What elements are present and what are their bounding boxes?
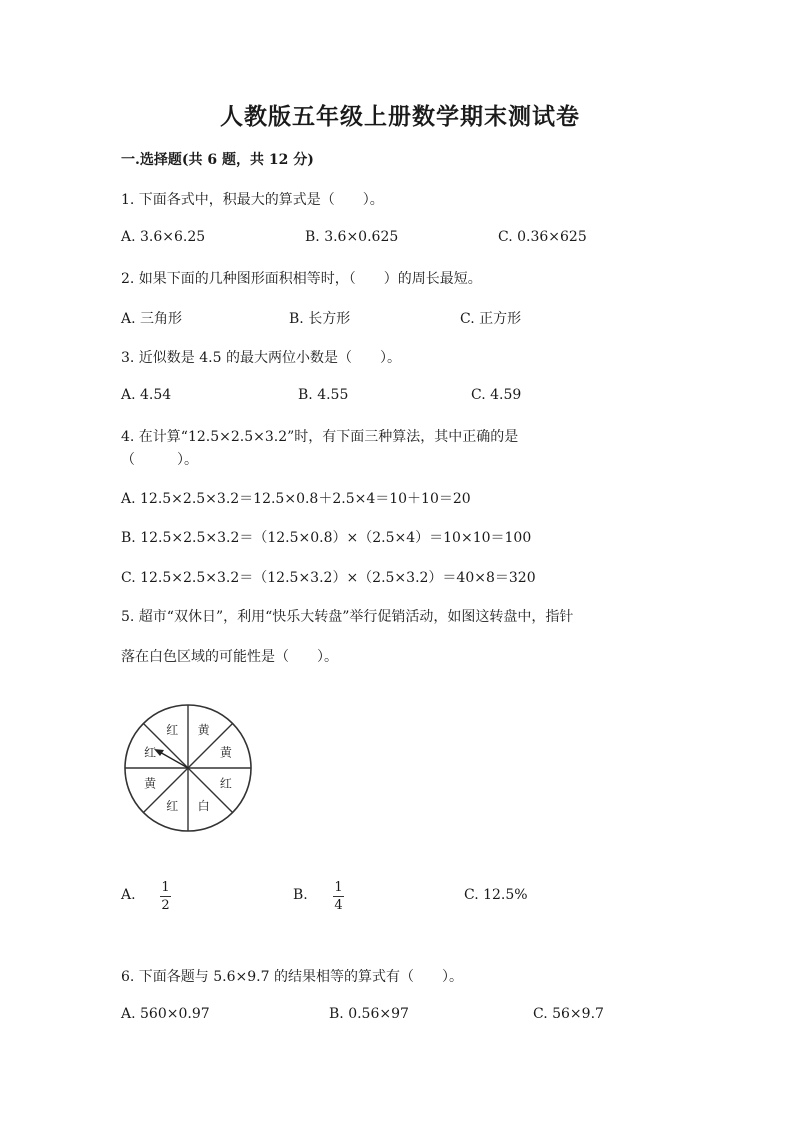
spinner-sector-label: 红 [166, 723, 179, 738]
fraction-numerator: 1 [161, 880, 170, 895]
question-5-stem-line-2: 落在白色区域的可能性是（ ）。 [121, 649, 338, 665]
question-1-stem: 1. 下面各式中，积最大的算式是（ ）。 [121, 192, 384, 208]
question-1-option-c: C. 0.36×625 [498, 229, 587, 245]
question-2-option-b: B. 长方形 [289, 311, 351, 327]
fraction-denominator: 2 [161, 898, 170, 913]
question-4-option-b: B. 12.5×2.5×3.2＝（12.5×0.8）×（2.5×4）＝10×10＝100 [121, 530, 532, 546]
question-4-stem-line-2: （ ）。 [121, 452, 198, 468]
question-5-option-c: C. 12.5% [464, 887, 528, 903]
question-2-option-c: C. 正方形 [460, 311, 522, 327]
question-6-option-a: A. 560×0.97 [121, 1006, 210, 1022]
question-5-option-b-fraction [333, 880, 344, 913]
spinner-sector-label: 黄 [219, 745, 232, 760]
question-5-option-a-label: A. [121, 887, 136, 903]
question-3-option-c: C. 4.59 [471, 387, 522, 403]
fraction-denominator: 4 [334, 898, 343, 913]
spinner-sector-label: 黄 [197, 723, 210, 738]
section-heading: 一.选择题(共 6 题，共 12 分) [121, 152, 314, 168]
question-5-option-b-label: B. [293, 887, 308, 903]
question-6-option-c: C. 56×9.7 [533, 1006, 604, 1022]
question-6-option-b: B. 0.56×97 [329, 1006, 409, 1022]
question-4-option-a: A. 12.5×2.5×3.2＝12.5×0.8＋2.5×4＝10＋10＝20 [121, 491, 471, 507]
question-2-option-a: A. 三角形 [121, 311, 183, 327]
question-1-option-a: A. 3.6×6.25 [121, 229, 206, 245]
question-5-stem-line-1: 5. 超市“双休日”，利用“快乐大转盘”举行促销活动，如图这转盘中，指针 [121, 609, 574, 625]
question-3-stem: 3. 近似数是 4.5 的最大两位小数是（ ）。 [121, 350, 401, 366]
question-6-stem: 6. 下面各题与 5.6×9.7 的结果相等的算式有（ ）。 [121, 969, 463, 985]
spinner-sector-label: 黄 [144, 776, 157, 791]
question-3-option-a: A. 4.54 [121, 387, 172, 403]
fraction-numerator: 1 [334, 880, 343, 895]
question-4-option-c: C. 12.5×2.5×3.2＝（12.5×3.2）×（2.5×3.2）＝40×8＝320 [121, 570, 536, 586]
fraction-bar [333, 896, 344, 897]
question-1-option-b: B. 3.6×0.625 [305, 229, 399, 245]
spinner-wheel [120, 700, 256, 836]
spinner-sector-label: 红 [144, 745, 157, 760]
page-title: 人教版五年级上册数学期末测试卷 [220, 103, 580, 130]
spinner-sector-label: 白 [197, 798, 210, 813]
spinner-sector-label: 红 [166, 798, 179, 813]
question-2-stem: 2. 如果下面的几种图形面积相等时，（ ）的周长最短。 [121, 271, 482, 287]
question-4-stem-line-1: 4. 在计算“12.5×2.5×3.2”时，有下面三种算法，其中正确的是 [121, 429, 519, 445]
question-3-option-b: B. 4.55 [298, 387, 349, 403]
fraction-bar [160, 896, 171, 897]
question-5-option-a-fraction [160, 880, 171, 913]
spinner-sector-label: 红 [219, 776, 232, 791]
